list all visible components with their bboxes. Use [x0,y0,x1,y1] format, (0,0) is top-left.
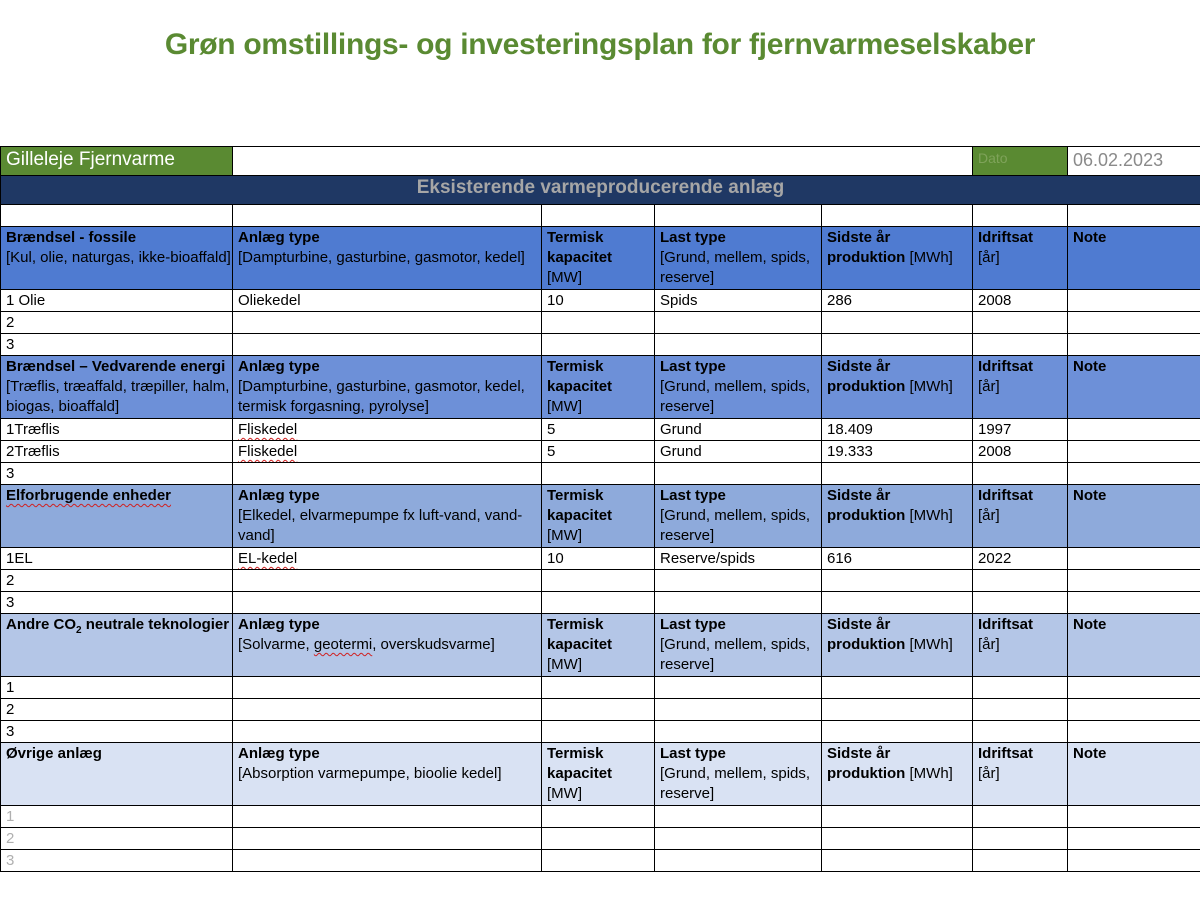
year-cell[interactable] [973,677,1068,699]
capacity-cell[interactable] [542,463,655,485]
note-header: Note [1073,487,1107,504]
production-unit: [MWh] [909,765,953,782]
load-sublabel: [Grund, mellem, spids, reserve] [660,507,811,544]
production-header-1: Sidste år [827,745,891,762]
section-label-cell [1,614,233,677]
year-unit: [år] [978,507,1000,524]
capacity-cell[interactable] [542,570,655,592]
type-header-cell [233,614,542,677]
type-cell[interactable]: Oliekedel [233,290,542,312]
type-header: Anlæg type [238,616,320,633]
capacity-cell[interactable] [542,334,655,356]
note-cell[interactable] [1068,699,1200,721]
note-header: Note [1073,745,1107,762]
capacity-cell[interactable] [542,677,655,699]
section-label-cell [1,485,233,548]
type-sublabel-part: [Solvarme, [238,636,314,653]
load-header: Last type [660,358,726,375]
type-header: Anlæg type [238,229,320,246]
load-cell[interactable]: Spids [655,290,822,312]
type-cell[interactable] [233,463,542,485]
table-row [1,828,1200,850]
type-cell[interactable] [233,312,542,334]
production-cell[interactable] [822,312,973,334]
load-sublabel: [Grund, mellem, spids, reserve] [660,765,811,802]
note-cell[interactable] [1068,290,1200,312]
table-row [1,806,1200,828]
type-sublabel: [Elkedel, elvarmepumpe fx luft-vand, vand-vand] [238,507,523,544]
production-cell[interactable] [822,699,973,721]
cell[interactable] [655,205,822,227]
header-blank-cell[interactable] [233,147,973,176]
cell[interactable] [233,205,542,227]
year-header-cell [973,743,1068,806]
section-label: Brændsel - fossile [6,229,137,246]
section-header-co2 [1,614,1200,677]
production-header-1: Sidste år [827,616,891,633]
capacity-header-2: kapacitet [547,636,613,653]
table-row [1,334,1200,356]
table-row [1,312,1200,334]
section-label-subscript: 2 [76,625,82,636]
row-num-cell[interactable]: 1 Olie [1,290,233,312]
row-num-cell[interactable]: 2 [1,570,233,592]
section-label-part: neutrale teknologier [81,616,230,633]
production-header-cell [822,485,973,548]
section-sublabel: [Træflis, træaffald, træpiller, halm, biogas, bioaffald] [6,378,230,415]
capacity-cell[interactable] [542,312,655,334]
load-cell[interactable]: Grund [655,441,822,463]
load-cell[interactable] [655,592,822,614]
row-num-cell[interactable]: 3 [1,850,233,872]
load-cell[interactable] [655,806,822,828]
table-row [1,463,1200,485]
type-header: Anlæg type [238,745,320,762]
load-header: Last type [660,745,726,762]
capacity-header-2: kapacitet [547,378,613,395]
row-num-cell[interactable]: 2Træflis [1,441,233,463]
year-cell[interactable]: 1997 [973,419,1068,441]
load-header: Last type [660,229,726,246]
section-label-text: Elforbrugende enheder [6,487,172,504]
type-cell[interactable] [233,677,542,699]
production-unit: [MWh] [909,636,953,653]
year-header: Idriftsat [978,487,1034,504]
plant-table [0,146,1200,872]
type-text: Fliskedel [238,443,298,460]
section-label: Brændsel – Vedvarende energi [6,358,226,375]
table-row [1,548,1200,570]
type-header-cell [233,485,542,548]
year-cell[interactable] [973,312,1068,334]
capacity-unit: [MW] [547,527,582,544]
capacity-header-cell [542,485,655,548]
load-sublabel: [Grund, mellem, spids, reserve] [660,249,811,286]
section-header-ovrige [1,743,1200,806]
banner-row [1,176,1200,205]
load-header-cell [655,356,822,419]
capacity-header-2: kapacitet [547,765,613,782]
section-banner: Eksisterende varmeproducerende anlæg [1,176,1200,205]
production-header-2: produktion [827,636,906,653]
load-cell[interactable] [655,334,822,356]
cell[interactable] [1068,205,1200,227]
table-row [1,699,1200,721]
type-cell[interactable] [233,570,542,592]
capacity-header-cell [542,356,655,419]
note-cell[interactable] [1068,548,1200,570]
load-header-cell [655,485,822,548]
cell[interactable] [542,205,655,227]
year-cell[interactable] [973,592,1068,614]
section-label: Øvrige anlæg [6,745,102,762]
cell[interactable] [822,205,973,227]
production-unit: [MWh] [909,507,953,524]
load-cell[interactable] [655,677,822,699]
production-cell[interactable] [822,592,973,614]
capacity-header-1: Termisk [547,229,604,246]
type-header: Anlæg type [238,487,320,504]
section-label-cell [1,227,233,290]
note-cell[interactable] [1068,334,1200,356]
year-cell[interactable]: 2008 [973,290,1068,312]
capacity-cell[interactable] [542,806,655,828]
type-sublabel: [Absorption varmepumpe, bioolie kedel] [238,765,502,782]
type-text: EL-kedel [238,550,298,567]
production-unit: [MWh] [909,249,953,266]
note-cell[interactable] [1068,441,1200,463]
row-num-cell[interactable]: 2 [1,699,233,721]
load-header-cell [655,614,822,677]
capacity-cell[interactable] [542,592,655,614]
type-sublabel-part: , overskudsvarme] [372,636,495,653]
type-cell[interactable] [233,548,542,570]
table-row [1,441,1200,463]
type-cell[interactable] [233,850,542,872]
type-cell[interactable] [233,334,542,356]
load-header: Last type [660,487,726,504]
note-cell[interactable] [1068,592,1200,614]
capacity-unit: [MW] [547,785,582,802]
load-header-cell [655,227,822,290]
note-header: Note [1073,358,1107,375]
type-header: Anlæg type [238,358,320,375]
year-cell[interactable] [973,721,1068,743]
load-cell[interactable]: Grund [655,419,822,441]
load-cell[interactable] [655,570,822,592]
load-sublabel: [Grund, mellem, spids, reserve] [660,378,811,415]
load-header-cell [655,743,822,806]
note-header: Note [1073,616,1107,633]
section-header-vedvarende [1,356,1200,419]
capacity-cell[interactable]: 5 [542,441,655,463]
production-cell[interactable]: 18.409 [822,419,973,441]
production-header-cell [822,227,973,290]
production-header-cell [822,356,973,419]
type-sublabel: [Dampturbine, gasturbine, gasmotor, kedel] [238,249,525,266]
year-header-cell [973,356,1068,419]
production-header-1: Sidste år [827,487,891,504]
type-cell[interactable] [233,699,542,721]
type-cell[interactable] [233,441,542,463]
load-cell[interactable] [655,312,822,334]
section-sublabel: [Kul, olie, naturgas, ikke-bioaffald] [6,249,231,266]
capacity-header-1: Termisk [547,745,604,762]
type-header-cell [233,227,542,290]
cell[interactable] [973,205,1068,227]
capacity-cell[interactable] [542,850,655,872]
year-unit: [år] [978,249,1000,266]
section-header-el [1,485,1200,548]
production-header-2: produktion [827,378,906,395]
capacity-header-1: Termisk [547,616,604,633]
production-cell[interactable] [822,806,973,828]
year-unit: [år] [978,636,1000,653]
row-num-cell[interactable]: 1EL [1,548,233,570]
capacity-header-cell [542,614,655,677]
section-label [6,486,232,506]
row-num-cell[interactable]: 3 [1,463,233,485]
table-row [1,721,1200,743]
note-cell[interactable] [1068,312,1200,334]
type-sublabel [238,635,541,655]
year-unit: [år] [978,378,1000,395]
row-num-cell[interactable]: 1Træflis [1,419,233,441]
date-cell[interactable]: 06.02.2023 [1068,147,1200,176]
table-row [1,850,1200,872]
section-header-fossile [1,227,1200,290]
year-cell[interactable] [973,699,1068,721]
table-row [1,677,1200,699]
production-cell[interactable] [822,721,973,743]
note-cell[interactable] [1068,463,1200,485]
year-cell[interactable] [973,806,1068,828]
capacity-cell[interactable]: 5 [542,419,655,441]
note-header-cell [1068,743,1200,806]
note-cell[interactable] [1068,721,1200,743]
year-header-cell [973,485,1068,548]
capacity-header-cell [542,743,655,806]
year-cell[interactable]: 2022 [973,548,1068,570]
year-header: Idriftsat [978,229,1034,246]
type-sublabel-part: geotermi [313,636,373,653]
note-header-cell [1068,614,1200,677]
note-cell[interactable] [1068,850,1200,872]
header-row [1,147,1200,176]
note-cell[interactable] [1068,806,1200,828]
capacity-header-1: Termisk [547,487,604,504]
note-cell[interactable] [1068,677,1200,699]
load-cell[interactable] [655,699,822,721]
year-cell[interactable] [973,570,1068,592]
page-title: Grøn omstillings- og investeringsplan for fjernvarmeselskaber [164,28,1036,61]
type-cell[interactable] [233,721,542,743]
capacity-unit: [MW] [547,269,582,286]
production-header-2: produktion [827,249,906,266]
cell[interactable] [1,205,233,227]
note-cell[interactable] [1068,419,1200,441]
load-cell[interactable] [655,463,822,485]
load-cell[interactable] [655,828,822,850]
table-row [1,592,1200,614]
capacity-header-2: kapacitet [547,249,613,266]
note-header: Note [1073,229,1107,246]
note-cell[interactable] [1068,570,1200,592]
year-cell[interactable] [973,828,1068,850]
row-num-cell[interactable]: 3 [1,334,233,356]
note-header-cell [1068,485,1200,548]
capacity-cell[interactable] [542,721,655,743]
table-row [1,419,1200,441]
type-cell[interactable] [233,592,542,614]
capacity-cell[interactable] [542,699,655,721]
production-header-cell [822,614,973,677]
production-cell[interactable] [822,463,973,485]
production-header-2: produktion [827,765,906,782]
production-cell[interactable] [822,334,973,356]
section-label-part: Andre CO [6,616,77,633]
table-row [1,570,1200,592]
production-cell[interactable]: 616 [822,548,973,570]
year-header: Idriftsat [978,616,1034,633]
year-header: Idriftsat [978,358,1034,375]
row-num-cell[interactable]: 3 [1,721,233,743]
capacity-header-2: kapacitet [547,507,613,524]
year-header: Idriftsat [978,745,1034,762]
production-cell[interactable] [822,850,973,872]
capacity-header-cell [542,227,655,290]
row-num-cell[interactable]: 1 [1,806,233,828]
dato-label: Dato [973,147,1068,176]
year-header-cell [973,227,1068,290]
production-unit: [MWh] [909,378,953,395]
year-cell[interactable]: 2008 [973,441,1068,463]
load-header: Last type [660,616,726,633]
table-row [1,290,1200,312]
spacer-row [1,205,1200,227]
capacity-unit: [MW] [547,398,582,415]
load-cell[interactable] [655,850,822,872]
section-label [6,615,232,641]
note-cell[interactable] [1068,828,1200,850]
production-header-1: Sidste år [827,229,891,246]
capacity-cell[interactable]: 10 [542,290,655,312]
type-cell[interactable] [233,806,542,828]
type-header-cell [233,743,542,806]
production-cell[interactable] [822,570,973,592]
section-label-cell [1,356,233,419]
year-unit: [år] [978,765,1000,782]
capacity-cell[interactable] [542,828,655,850]
capacity-cell[interactable]: 10 [542,548,655,570]
capacity-header-1: Termisk [547,358,604,375]
year-cell[interactable] [973,850,1068,872]
row-num-cell[interactable]: 2 [1,312,233,334]
year-header-cell [973,614,1068,677]
note-header-cell [1068,227,1200,290]
load-sublabel: [Grund, mellem, spids, reserve] [660,636,811,673]
capacity-unit: [MW] [547,656,582,673]
note-header-cell [1068,356,1200,419]
row-num-cell[interactable]: 1 [1,677,233,699]
production-header-2: produktion [827,507,906,524]
type-text: Fliskedel [238,421,298,438]
production-header-1: Sidste år [827,358,891,375]
type-sublabel: [Dampturbine, gasturbine, gasmotor, kedel, termisk forgasning, pyrolyse] [238,378,525,415]
organization-cell[interactable]: Gilleleje Fjernvarme [1,147,233,176]
load-cell[interactable]: Reserve/spids [655,548,822,570]
row-num-cell[interactable]: 2 [1,828,233,850]
section-label-cell [1,743,233,806]
type-header-cell [233,356,542,419]
production-header-cell [822,743,973,806]
year-cell[interactable] [973,334,1068,356]
production-cell[interactable] [822,828,973,850]
production-cell[interactable]: 19.333 [822,441,973,463]
type-cell[interactable] [233,828,542,850]
load-cell[interactable] [655,721,822,743]
type-cell[interactable] [233,419,542,441]
year-cell[interactable] [973,463,1068,485]
production-cell[interactable]: 286 [822,290,973,312]
row-num-cell[interactable]: 3 [1,592,233,614]
production-cell[interactable] [822,677,973,699]
